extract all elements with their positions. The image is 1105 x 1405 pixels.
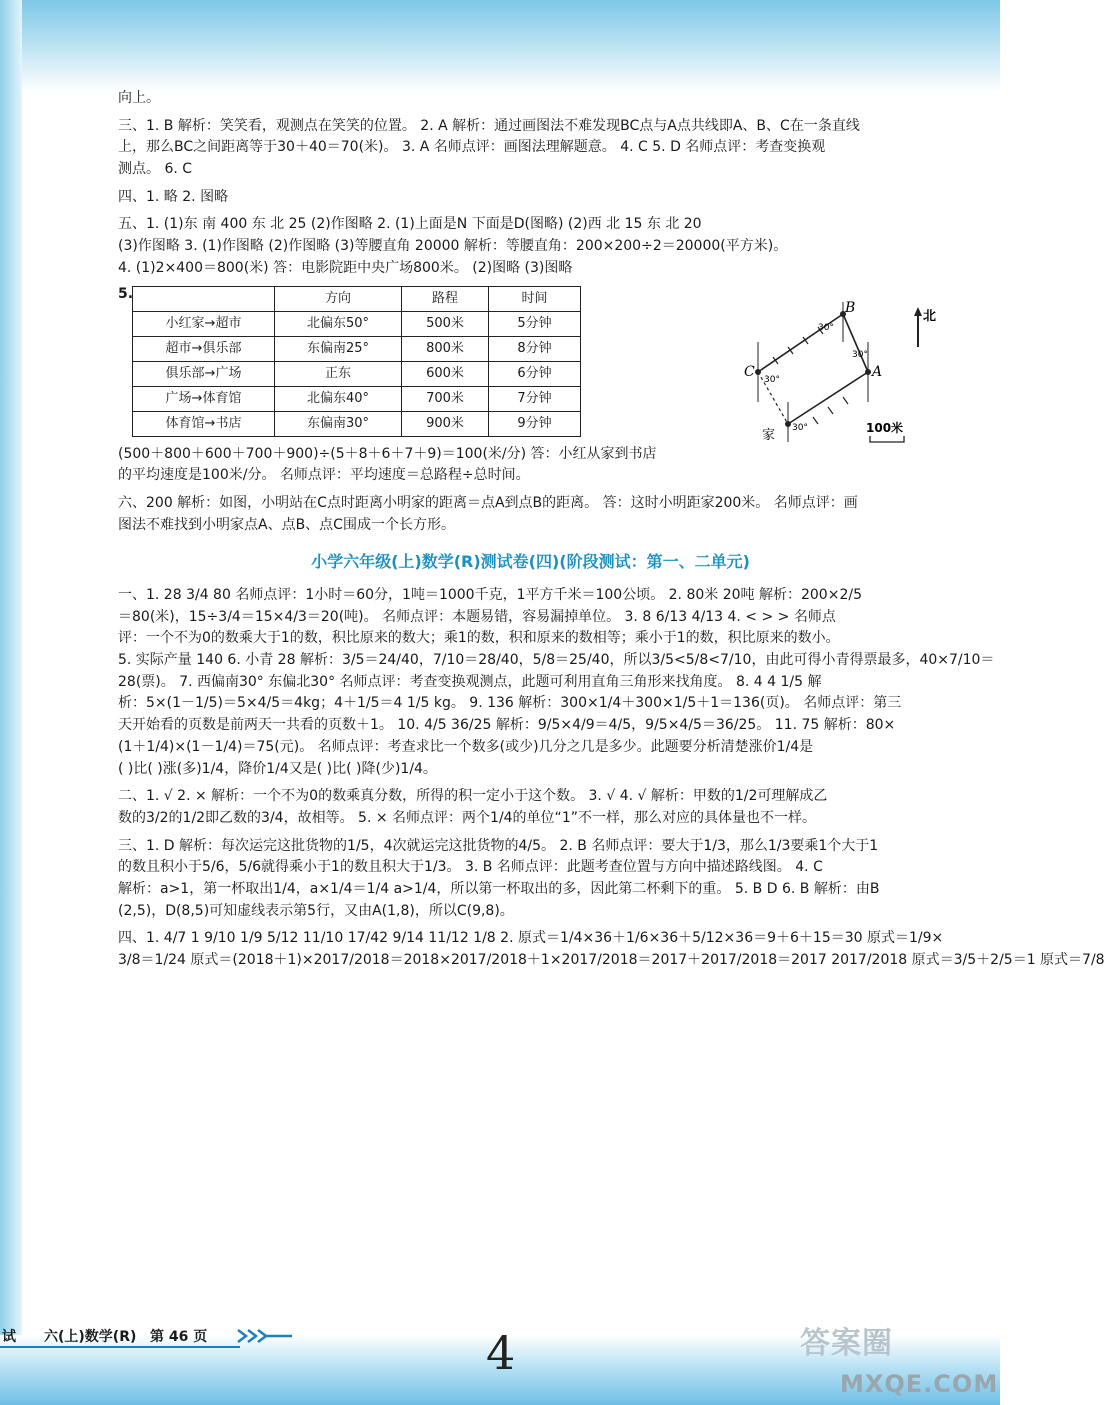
scale-label: 100米 [866, 420, 904, 435]
table-row [133, 412, 581, 437]
question-5-number: 5. [118, 285, 134, 302]
table-cell: 体育馆→书店 [133, 412, 275, 437]
table-cell: 800米 [402, 336, 489, 361]
answer-line: (500＋800＋600＋700＋900)÷(5＋8＋6＋7＋9)＝100(米/分) 答：小红从家到书店 [118, 445, 657, 462]
answer-line: 评：一个不为0的数乘大于1的数，积比原来的数大；乘1的数，积和原来的数相等；乘小于1的数，积比原来的数小。 [118, 630, 840, 647]
table-cell: 5分钟 [489, 311, 581, 336]
answer-line: 一、1. 28 3/4 80 名师点评：1小时＝60分，1吨＝1000千克，1平方千米＝100公顷。 2. 80米 20吨 解析：200×2/5 [118, 587, 862, 604]
table-header-cell: 方向 [275, 286, 402, 311]
angle-home: 30° [792, 422, 808, 433]
answer-line: 三、1. D 解析：每次运完这批货物的1/5，4次就运完这批货物的4/5。 2. B 名师点评：要大于1/3，那么1/3要乘1个大于1 [118, 837, 879, 854]
table-cell: 6分钟 [489, 361, 581, 386]
answer-line: 3/8＝1/24 原式＝(2018＋1)×2017/2018＝2018×2017/2018＋1×2017/2018＝2017＋2017/2018＝2017 2017/2018 原式＝3/5＋2/5＝1 原式＝7/8 [118, 952, 1105, 969]
footer-grade: 六(上)数学(R) [44, 1329, 137, 1345]
answer-line: 的数且积小于5/6，5/6就得乘小于1的数且积大于1/3。 3. B 名师点评：此题考查位置与方向中描述路线图。 4. C [118, 859, 823, 876]
table-row [133, 387, 581, 412]
answer-line: 测点。 6. C [118, 161, 193, 178]
watermark-url: MXQE.COM [840, 1370, 999, 1398]
table-cell: 7分钟 [489, 387, 581, 412]
table-header-cell [133, 286, 275, 311]
scale-bar [870, 436, 904, 442]
table-cell: 700米 [402, 387, 489, 412]
answer-line: 天开始看的页数是前两天一共看的页数＋1。 10. 4/5 36/25 解析：9/5×4/9＝4/5，9/5×4/5＝36/25。 11. 75 解析：80× [118, 717, 896, 734]
table-cell: 北偏东50° [275, 311, 402, 336]
left-gradient-band [0, 0, 22, 1405]
angle-b: 30° [818, 322, 834, 333]
table-cell: 正东 [275, 361, 402, 386]
answer-line: (2,5)，D(8,5)可知虚线表示第5行，又由A(1,8)，所以C(9,8)。 [118, 902, 514, 919]
handwritten-number: 4 [486, 1326, 516, 1380]
table-cell: 超市→俱乐部 [133, 336, 275, 361]
table-header-row [133, 286, 581, 311]
north-arrowhead-icon [914, 307, 922, 316]
route-diagram [728, 299, 938, 452]
answer-line: 五、1. (1)东 南 400 东 北 25 (2)作图略 2. (1)上面是N 下面是D(图略) (2)西 北 15 东 北 20 [118, 216, 702, 233]
table-cell: 600米 [402, 361, 489, 386]
point-c [755, 369, 761, 375]
answer-line: 四、1. 4/7 1 9/10 1/9 5/12 11/10 17/42 9/14 11/12 1/8 2. 原式＝1/4×36＋1/6×36＋5/12×36＝9＋6＋15＝30 原式＝1/9× [118, 930, 944, 947]
table-cell: 东偏南30° [275, 412, 402, 437]
answer-line: (1＋1/4)×(1－1/4)＝75(元)。 名师点评：考查求比一个数多(或少)几分之几是多少。此题要分析清楚涨价1/4是 [118, 738, 814, 755]
answer-line: ＝80(米)，15÷3/4＝15×4/3＝20(吨)。 名师点评：本题易错，容易漏掉单位。 3. 8 6/13 4/13 4. < > > 名师点 [118, 608, 836, 625]
answer-line: 二、1. √ 2. × 解析：一个不为0的数乘真分数，所得的积一定小于这个数。 3. √ 4. √ 解析：甲数的1/2可理解成乙 [118, 788, 828, 805]
answers-part-3 [118, 585, 1105, 972]
footer-prefix: 试 [2, 1329, 16, 1345]
table-row [133, 311, 581, 336]
table-row [133, 361, 581, 386]
arrows-icon [236, 1328, 296, 1344]
answer-line: (3)作图略 3. (1)作图略 (2)作图略 (3)等腰直角 20000 解析：等腰直角：200×200÷2＝20000(平方米)。 [118, 238, 788, 255]
label-a: A [872, 363, 883, 380]
footer-page: 第 46 页 [150, 1329, 208, 1345]
point-home [785, 421, 791, 427]
label-home: 家 [762, 427, 776, 443]
answer-line: 图法不难找到小明家点A、点B、点C围成一个长方形。 [118, 516, 455, 533]
answer-line: 的平均速度是100米/分。 名师点评：平均速度＝总路程÷总时间。 [118, 467, 530, 484]
top-gradient-band [0, 0, 1000, 92]
table-cell: 东偏南25° [275, 336, 402, 361]
table-cell: 广场→体育馆 [133, 387, 275, 412]
path-a-home [788, 372, 868, 424]
table-cell: 9分钟 [489, 412, 581, 437]
label-c: C [744, 363, 755, 380]
answers-part-2 [118, 444, 943, 537]
answer-content [118, 88, 1105, 972]
watermark-logo: 答案圈 [800, 1326, 893, 1361]
table-cell: 俱乐部→广场 [133, 361, 275, 386]
answers-part-1 [118, 88, 943, 280]
answer-line: 4. (1)2×400＝800(米) 答：电影院距中央广场800米。 (2)图略 (3)图略 [118, 259, 573, 276]
table-cell: 小红家→超市 [133, 311, 275, 336]
table-cell: 500米 [402, 311, 489, 336]
table-body [133, 311, 581, 437]
answer-line: 三、1. B 解析：笑笑看，观测点在笑笑的位置。 2. A 解析：通过画图法不难发现BC点与A点共线即A、B、C在一条直线 [118, 117, 860, 134]
table-cell: 8分钟 [489, 336, 581, 361]
question-5-row [118, 284, 943, 444]
table-header-cell: 路程 [402, 286, 489, 311]
answer-line: 上，那么BC之间距离等于30＋40＝70(米)。 3. A 名师点评：画图法理解题意。 4. C 5. D 名师点评：考查变换观 [118, 139, 826, 156]
footer-underline [0, 1346, 240, 1348]
section-title: 小学六年级(上)数学(R)测试卷(四)(阶段测试：第一、二单元) [311, 552, 750, 572]
answer-line: 解析：a>1，第一杯取出1/4，a×1/4＝1/4 a>1/4，所以第一杯取出的多，因此第二杯剩下的重。 5. B D 6. B 解析：由B [118, 880, 880, 897]
answer-line: 28(票)。 7. 西偏南30° 东偏北30° 名师点评：考查变换观测点，此题可利用直角三角形来找角度。 8. 4 4 1/5 解 [118, 673, 822, 690]
answer-line: 四、1. 略 2. 图略 [118, 188, 229, 205]
route-table [132, 286, 581, 438]
answer-line: ( )比( )涨(多)1/4，降价1/4又是( )比( )降(少)1/4。 [118, 760, 437, 777]
answer-line: 向上。 [118, 90, 160, 106]
table-header-cell: 时间 [489, 286, 581, 311]
label-b: B [845, 299, 856, 316]
table-row [133, 336, 581, 361]
table-cell: 北偏东40° [275, 387, 402, 412]
answer-line: 5. 实际产量 140 6. 小青 28 解析：3/5＝24/40，7/10＝28/40，5/8＝25/40，所以3/5<5/8<7/10，由此可得小青得票最多，40×7/10＝ [118, 652, 995, 669]
angle-c: 30° [764, 374, 780, 385]
table-cell: 900米 [402, 412, 489, 437]
label-north: 北 [923, 308, 937, 324]
answer-line: 数的3/2的1/2即乙数的3/4，故相等。 5. × 名师点评：两个1/4的单位“1”不一样，那么对应的具体量也不一样。 [118, 809, 816, 826]
point-a [865, 369, 871, 375]
angle-a: 30° [852, 349, 868, 360]
answer-line: 六、200 解析：如图，小明站在C点时距离小明家的距离＝点A到点B的距离。 答：这时小明距家200米。 名师点评：画 [118, 494, 858, 511]
path-b-a [843, 314, 868, 372]
answer-line: 析：5×(1－1/5)＝5×4/5＝4kg；4＋1/5＝4 1/5 kg。 9. 136 解析：300×1/4＋300×1/5＋1＝136(页)。 名师点评：第三 [118, 695, 902, 712]
